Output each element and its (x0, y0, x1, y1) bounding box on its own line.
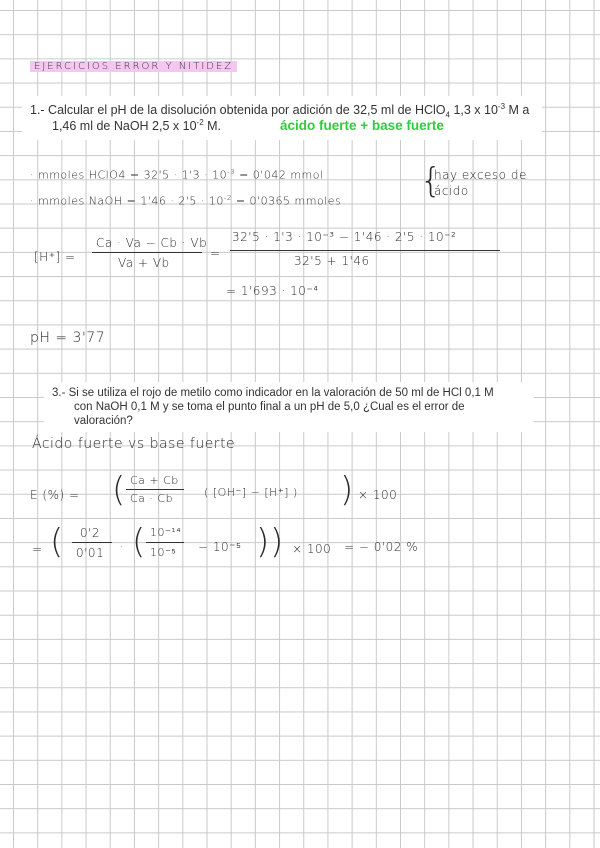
close-paren-1: ) (340, 470, 354, 510)
close-paren-2: ) (270, 522, 284, 562)
hplus-result: = 1'693 · 10⁻⁴ (226, 284, 319, 298)
g-denominator: 0'01 (76, 546, 105, 560)
minus-term: − 10⁻⁵ (198, 540, 242, 554)
open-paren-3: ( (132, 522, 146, 562)
error-frac-denominator: Ca · Cb (130, 492, 174, 505)
times-100-b: × 100 (292, 542, 332, 556)
problem-1-tag: ácido fuerte + base fuerte (280, 118, 444, 133)
equals-sign-2: = (32, 542, 43, 556)
brace: { (420, 161, 443, 201)
fraction-2-numerator: 32'5 · 1'3 · 10⁻³ − 1'46 · 2'5 · 10⁻² (232, 230, 457, 244)
times-100-a: × 100 (358, 488, 398, 502)
concentration-term: ( [OH⁻] − [H⁺] ) (204, 486, 298, 499)
work-3-heading: Ácido fuerte vs base fuerte (32, 436, 236, 452)
fraction-2-bar (230, 250, 500, 251)
open-paren-2: ( (50, 522, 64, 562)
excess-note-line2: ácido (434, 184, 469, 198)
mmoles-hclo4-row: · mmoles HClO4 = $32'5 \cdot 1'3 \cdot 10^{-3} = 0'042$ mmol (30, 168, 324, 182)
problem-1-statement: 1.- Calcular el pH de la disolución obtenida por adición de 32,5 ml de HClO$_4$ 1,3 x $10^{-3}$ M a 1,46 ml de NaOH 2,5 x $10^{-2}$ M. (22, 96, 542, 140)
error-label: E (%) = (30, 488, 80, 502)
g-bar (72, 542, 112, 543)
final-error: = − 0'02 % (344, 540, 419, 554)
ph-result: pH = 3'77 (30, 330, 106, 346)
h-bar (146, 542, 184, 543)
dot: · (120, 540, 124, 553)
error-frac-bar (126, 489, 184, 490)
fraction-1-denominator: Va + Vb (118, 256, 170, 270)
problem-3-statement: 3.- Si se utiliza el rojo de metilo como indicador en la valoración de 50 ml de HCl 0,1 M con NaOH 0,1 M y se toma el punto final a un pH de 5,0 ¿Cual es el error de valoración? (44, 382, 534, 432)
mmoles-naoh-row: · mmoles NaOH = $1'46 \cdot 2'5 \cdot 10^{-2} = 0'0365$ mmoles (30, 194, 342, 208)
close-paren-3: ) (256, 522, 270, 562)
error-frac-numerator: Ca + Cb (130, 474, 179, 487)
equals-sign: = (210, 246, 221, 260)
g-numerator: 0'2 (80, 526, 101, 540)
open-paren-1: ( (112, 470, 126, 510)
excess-note-line1: hay exceso de (434, 168, 527, 182)
fraction-1-bar (92, 252, 202, 253)
page-title: EJERCICIOS ERROR Y NITIDEZ (30, 61, 237, 72)
fraction-1-numerator: Ca · Va − Cb · Vb (96, 236, 208, 250)
h-numerator: 10⁻¹⁴ (150, 526, 182, 539)
hplus-label: [H⁺] = (34, 250, 76, 264)
fraction-2-denominator: 32'5 + 1'46 (294, 254, 370, 268)
h-denominator: 10⁻⁵ (150, 546, 177, 559)
